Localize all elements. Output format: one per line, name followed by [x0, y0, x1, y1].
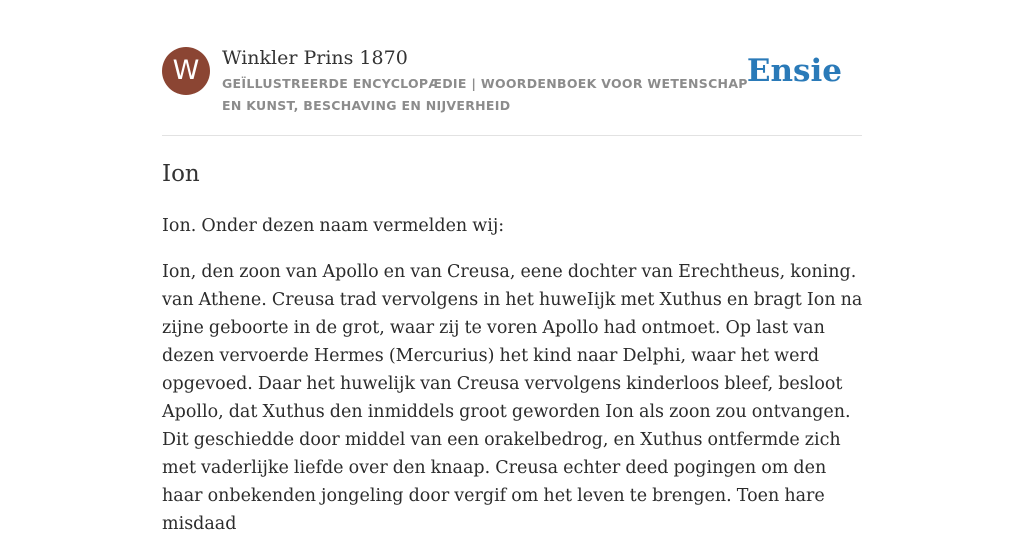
- article-body: [162, 212, 867, 556]
- article-paragraph: Ion. Onder dezen naam vermelden wij:: [162, 216, 505, 236]
- article-title: Ion: [162, 161, 200, 187]
- article-paragraph: Ion, den zoon van Apollo en van Creusa, eene dochter van Erechtheus, koning. van Athene. Creusa trad vervolgens in het huweIijk met Xuthus en bragt Ion na zijne geboorte in de grot, waar zij te voren Apollo had ontmoet. Op last van dezen vervoerde Hermes (Mercurius) het kind naar Delphi, waar het werd opgevoed. Daar het huwelijk van Creusa vervolgens kinderloos bleef, besloot Apollo, dat Xuthus den inmiddels groot geworden Ion als zoon zou ontvangen. Dit geschiedde door middel van een orakelbedrog, en Xuthus ontfermde zich met vaderlijke liefde over den knaap. Creusa echter deed pogingen om den haar onbekenden jongeling door vergif om het leven te brengen. Toen hare misdaad: [162, 262, 863, 534]
- brand-logo[interactable]: Ensie: [746, 53, 842, 89]
- source-subtitle: GEÏLLUSTREERDE ENCYCLOPÆDIE | WOORDENBOEK VOOR WETENSCHAP EN KUNST, BESCHAVING EN NIJVERHEID: [222, 76, 748, 113]
- header-divider: [162, 135, 862, 136]
- page-header: [162, 47, 862, 117]
- avatar[interactable]: W: [162, 47, 210, 95]
- source-title[interactable]: Winkler Prins 1870: [222, 47, 408, 69]
